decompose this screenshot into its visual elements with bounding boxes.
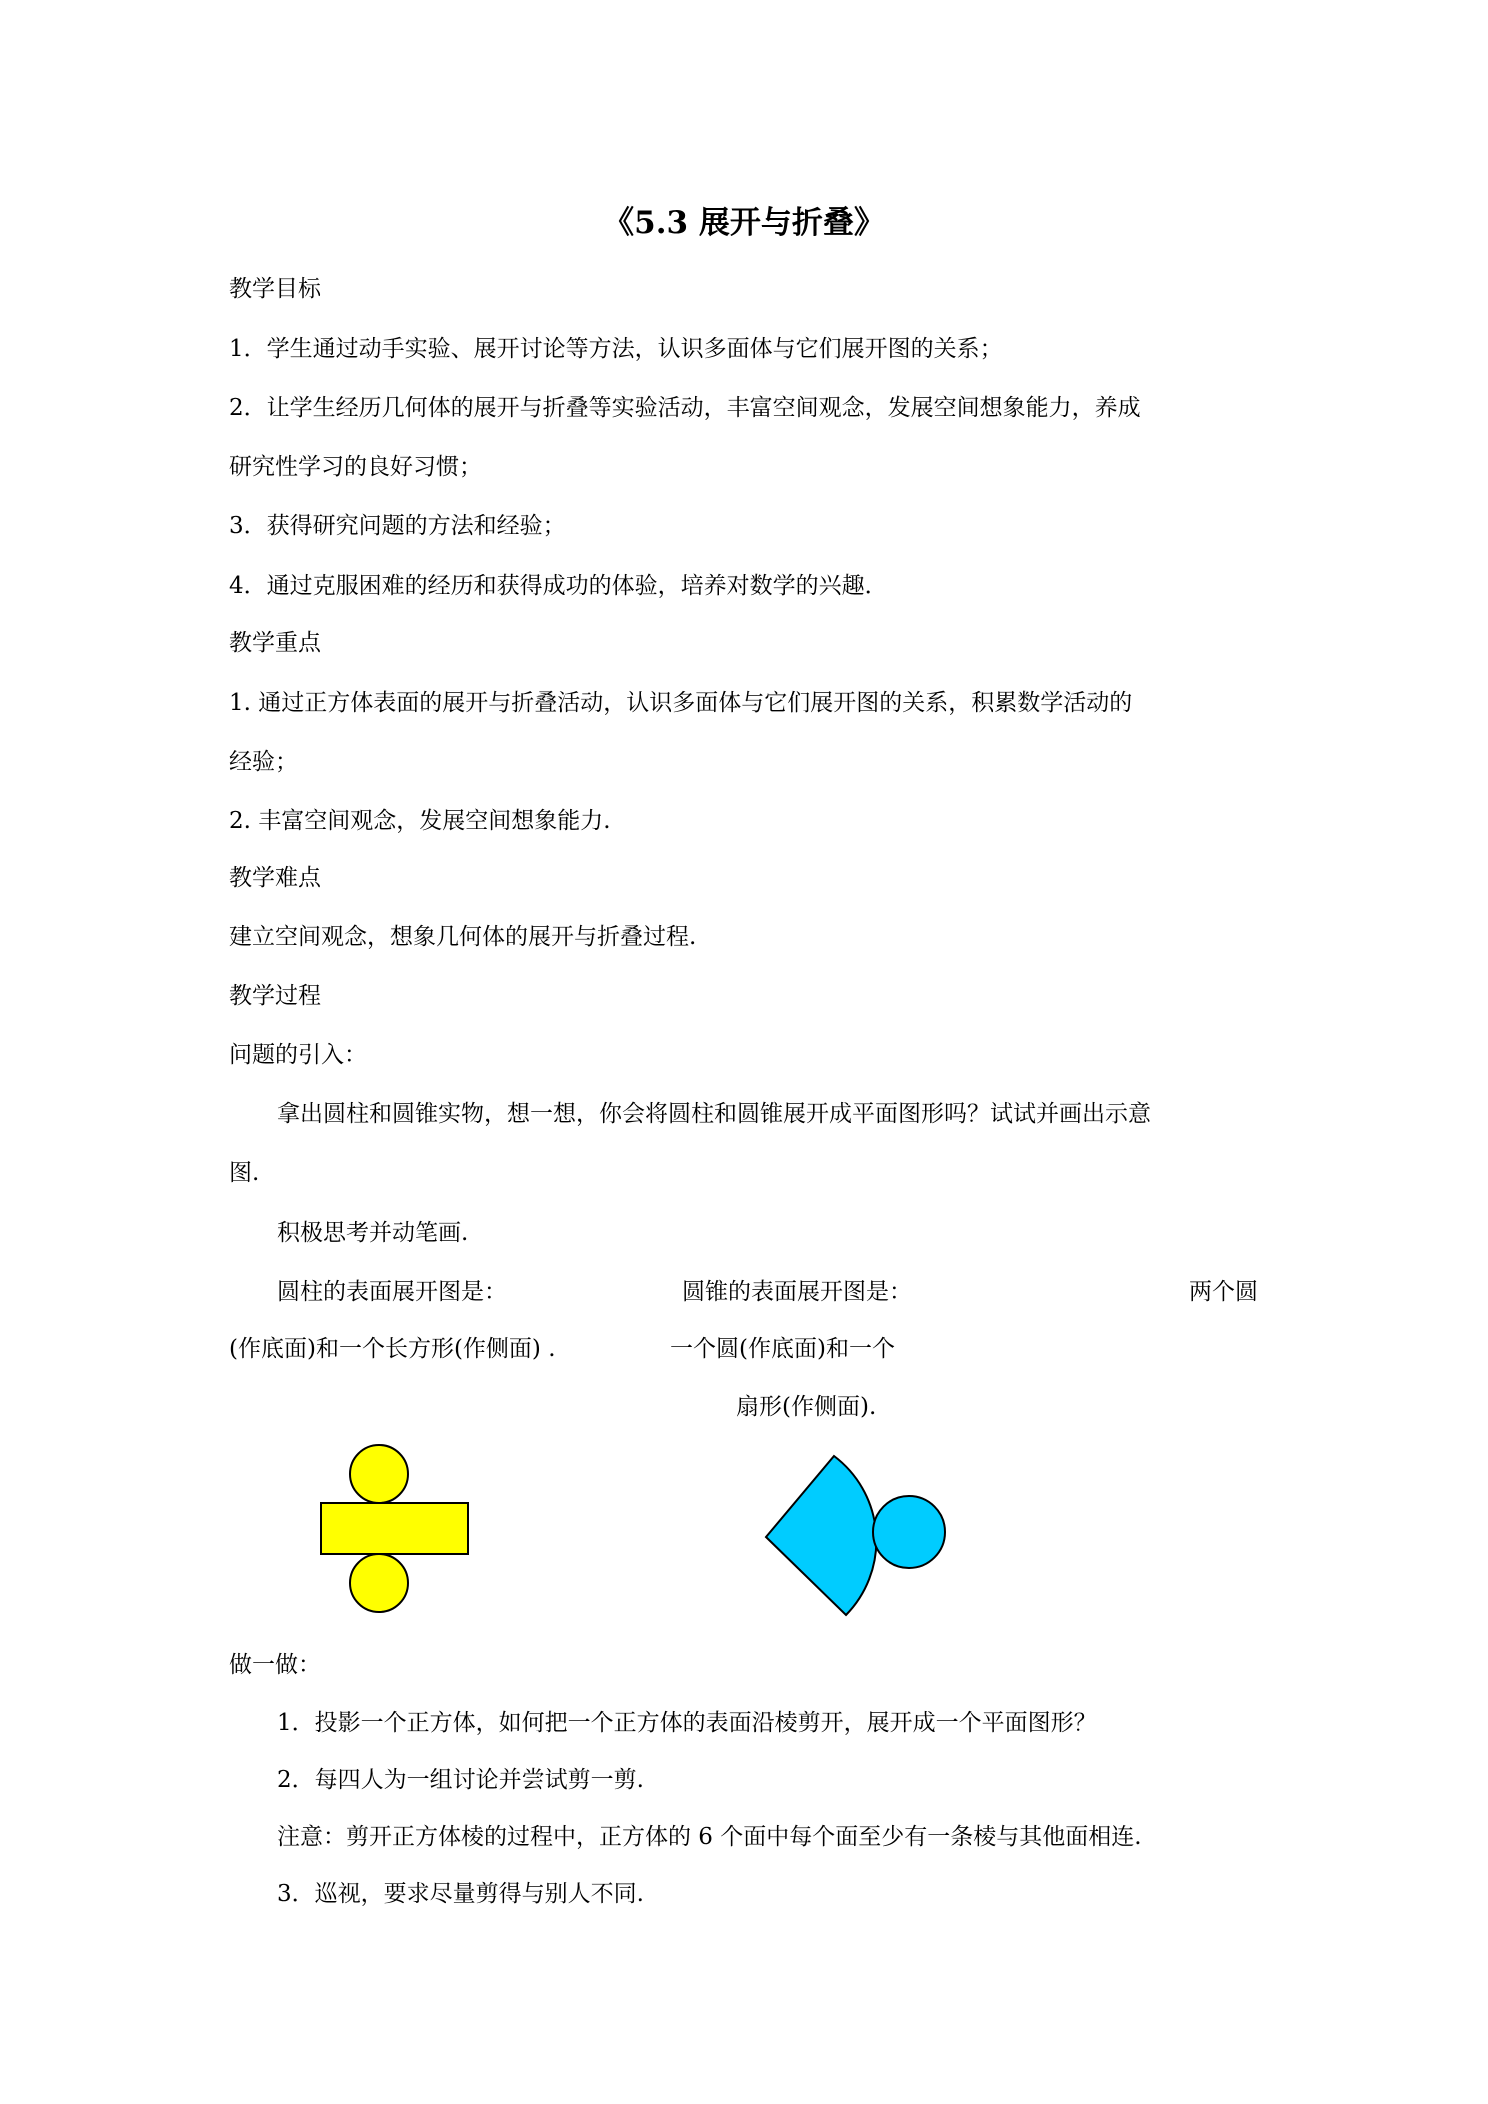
cylinder-net bbox=[321, 1445, 468, 1612]
difficulties-heading: 教学难点 bbox=[229, 865, 321, 891]
cone-base-circle bbox=[873, 1496, 945, 1568]
activity-item-1: 1．投影一个正方体，如何把一个正方体的表面沿棱剪开，展开成一个平面图形？ bbox=[277, 1710, 1097, 1736]
activity-note: 注意：剪开正方体棱的过程中，正方体的 6 个面中每个面至少有一条棱与其他面相连. bbox=[277, 1824, 1142, 1850]
objective-2: 2．让学生经历几何体的展开与折叠等实验活动，丰富空间观念，发展空间想象能力，养成 bbox=[229, 395, 1141, 421]
key-point-1: 1. 通过正方体表面的展开与折叠活动，认识多面体与它们展开图的关系，积累数学活动的 bbox=[229, 690, 1133, 716]
process-heading: 教学过程 bbox=[229, 983, 321, 1009]
cone-desc-2: 扇形(作侧面). bbox=[736, 1394, 877, 1420]
cylinder-desc: (作底面)和一个长方形(作侧面) . bbox=[229, 1336, 556, 1362]
cone-label: 圆锥的表面展开图是： bbox=[682, 1279, 912, 1305]
page-title: 《5.3 展开与折叠》 bbox=[603, 205, 885, 241]
key-point-1-cont: 经验； bbox=[229, 749, 298, 775]
cylinder-top-circle bbox=[350, 1445, 408, 1503]
cylinder-label: 圆柱的表面展开图是： bbox=[277, 1279, 507, 1305]
cylinder-bottom-circle bbox=[350, 1554, 408, 1612]
two-circles-text: 两个圆 bbox=[1189, 1279, 1258, 1305]
objective-3: 3．获得研究问题的方法和经验； bbox=[229, 513, 566, 539]
difficulties-text: 建立空间观念，想象几何体的展开与折叠过程. bbox=[229, 924, 697, 950]
key-points-heading: 教学重点 bbox=[229, 630, 321, 656]
objective-4: 4．通过克服困难的经历和获得成功的体验，培养对数学的兴趣． bbox=[229, 573, 888, 599]
objective-2-cont: 研究性学习的良好习惯； bbox=[229, 454, 482, 480]
activity-heading: 做一做： bbox=[229, 1652, 321, 1678]
intro-heading: 问题的引入： bbox=[229, 1042, 367, 1068]
activity-item-2: 2．每四人为一组讨论并尝试剪一剪. bbox=[277, 1767, 644, 1793]
objectives-heading: 教学目标 bbox=[229, 276, 321, 302]
think-text: 积极思考并动笔画. bbox=[277, 1220, 469, 1246]
intro-line-1: 拿出圆柱和圆锥实物，想一想，你会将圆柱和圆锥展开成平面图形吗？试试并画出示意 bbox=[277, 1101, 1151, 1127]
objective-1: 1．学生通过动手实验、展开讨论等方法，认识多面体与它们展开图的关系； bbox=[229, 336, 1003, 362]
intro-line-2: 图. bbox=[229, 1160, 260, 1186]
cone-net bbox=[766, 1456, 945, 1615]
cone-desc-1: 一个圆(作底面)和一个 bbox=[670, 1336, 895, 1362]
cylinder-side-rectangle bbox=[321, 1503, 468, 1554]
cone-side-sector bbox=[766, 1456, 876, 1615]
activity-item-3: 3．巡视，要求尽量剪得与别人不同. bbox=[277, 1881, 644, 1907]
key-point-2: 2. 丰富空间观念，发展空间想象能力. bbox=[229, 808, 611, 834]
